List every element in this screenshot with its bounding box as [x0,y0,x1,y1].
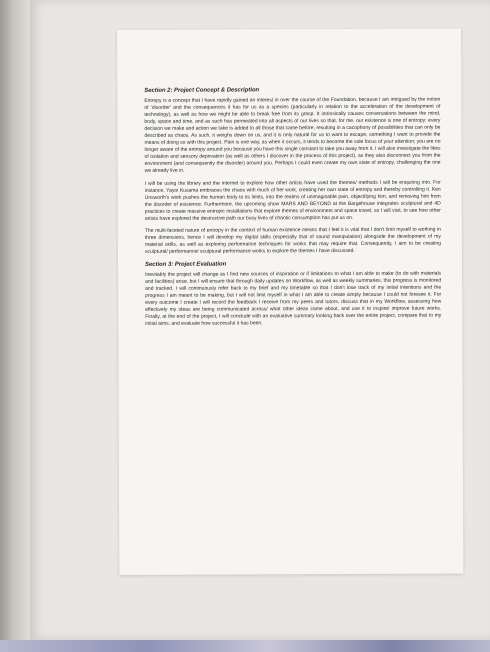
printed-sheet [117,28,463,574]
section-2-paragraph-1: Entropy is a concept that I have rapidly gained an interest in over the course of the Foundation, because I am intrigued by the notion of 'disorder' and the consequences it has for us as a species (particularly in relation to the acceleration of the development of technology), as well as how we might be able to break free from its grasp. It intrinsically causes conversations between the mind, body, space and time, and as such has permeated into all aspects of our lives so that, for me, our existence is one of entropy: every decision we make and action we take is added to all those that came before, resulting in a cacophony of possibilities that can only be described as chaos. As such, it weighs down on us, and it is only natural for us to want to escape, something I want to provide the means of doing so with this project. Pain is one way, as when it occurs, it tends to become the sole focus of your attention; you are no longer aware of the entropy around you because you have this single constant to take you away from it. I will also investigate the likes of isolation and sensory deprivation (as well as others I discover in the process of this project), as they also disconnect you from the environment (and consequently the disorder) around you. Perhaps I could even create my own state of entropy, challenging the one we already live in. [144,96,441,175]
fabric-background [0,640,490,652]
section-2-heading: Section 2: Project Concept & Description [144,87,260,94]
section-2-paragraph-2: I will be using the library and the internet to explore how other artists have used the themes/ methods I will be enquiring into. For instance, Yayoi Kusama embraces the chaos with much of her work, creating her own state of entropy and thereby controlling it. Ken Unsworth's work pushes the human body to its limits, into the realms of unimaginable pain, objectifying him, and removing him from the disorder of existence. Furthermore, the upcoming show MARS AND BEYOND at the Bargehouse integrates sculptural and 4D practices to create massive entropic installations that explore themes of environment and space travel, so I will visit, to see how other artists have explored the destructive path our busy lives of chaotic consumption has put us on. [144,179,441,222]
document-content [144,86,441,334]
section-3-paragraph-1: Inevitably the project will change as I find new sources of inspiration or if limitations to what I am able to make (to do with materials and facilities) arise, but I will ensure that through daily updates on Workflow, as well as weekly summaries, this progress is monitored and tracked. I will continuously refer back to my brief and my timetable so that I don't lose track of my initial intentions and the progress I am meant to be making, but I will not limit myself in what I am able to create simply because I could not foresee it. For every outcome I create I will record the feedback I receive from my peers and tutors, discuss that in my Workflow, assessing how effectively my ideas are being communicated across/ what other ideas came about, and use it to inspire/ improve future works. Finally, at the end of the project, I will conclude with an evaluative summary looking back over the entire project, compare that to my initial aims, and evaluate how successful it has been. [145,270,442,328]
notebook-page [30,0,490,640]
section-2-paragraph-3: The multi-faceted nature of entropy in the context of human existence means that I feel it is vital that I don't limit myself to working in three dimensions, hence I will develop my digital skills (especially that of sound manipulation) alongside the development of my material skills, as well as exploring performance techniques for works that may require that. Consequently, I aim to be creating sculptural/ performance/ sculptural performance works to explore the themes I have discussed. [144,226,441,255]
left-page-edge [0,0,30,652]
section-3-heading: Section 3: Project Evaluation [145,261,227,268]
